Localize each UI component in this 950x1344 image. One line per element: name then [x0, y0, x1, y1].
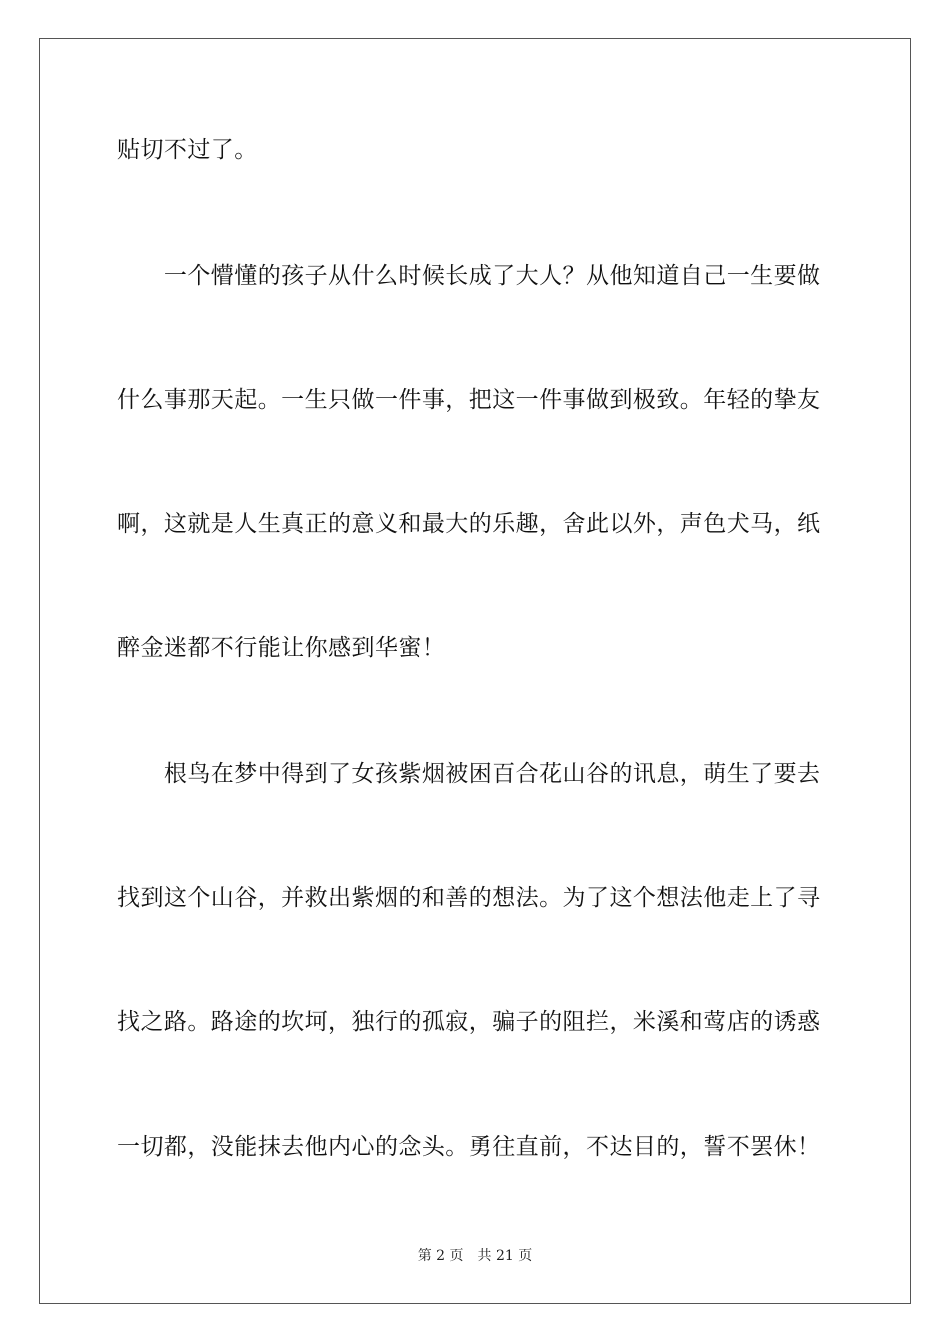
page-total: 共 21 页 [477, 1248, 533, 1264]
text-line: 贴切不过了。 [117, 137, 258, 163]
page-border [39, 38, 911, 1304]
text-line: 啊，这就是人生真正的意义和最大的乐趣，舍此以外，声色犬马，纸 [117, 511, 821, 537]
page-footer [0, 1245, 950, 1265]
text-line: 一个懵懂的孩子从什么时候长成了大人？从他知道自己一生要做 [117, 263, 821, 289]
text-line: 一切都，没能抹去他内心的念头。勇往直前，不达目的，誓不罢休！ [117, 1134, 821, 1160]
text-line: 醉金迷都不行能让你感到华蜜！ [117, 635, 446, 661]
text-line: 找到这个山谷，并救出紫烟的和善的想法。为了这个想法他走上了寻 [117, 885, 821, 911]
text-line: 什么事那天起。一生只做一件事，把这一件事做到极致。年轻的挚友 [117, 387, 821, 413]
text-line: 根鸟在梦中得到了女孩紫烟被困百合花山谷的讯息，萌生了要去 [117, 761, 821, 787]
text-line: 找之路。路途的坎坷，独行的孤寂，骗子的阻拦，米溪和莺店的诱惑 [117, 1009, 821, 1035]
page-number: 第 2 页 [417, 1248, 464, 1264]
